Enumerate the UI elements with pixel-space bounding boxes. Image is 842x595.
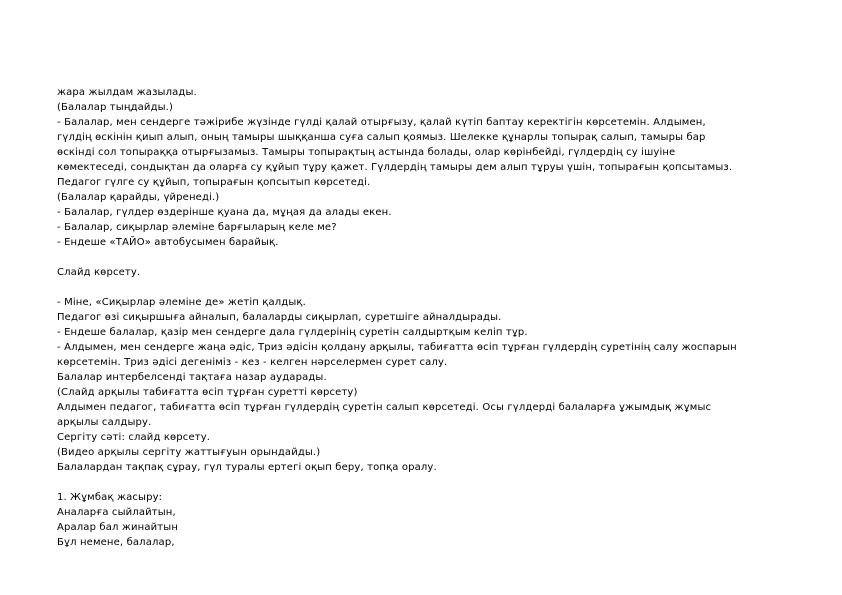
text-line: 1. Жұмбақ жасыру: xyxy=(57,492,163,503)
blank-line xyxy=(57,475,797,490)
text-line: Аралар бал жинайтын xyxy=(57,522,179,533)
text-line: Алдымен педагог, табиғатта өсіп тұрған гүлдердің суретін салып көрсетеді. Осы гүлдерді балаларға ұжымдық жұмыс xyxy=(57,402,712,413)
text-line: өскінді сол топыраққа отырғызамыз. Тамыры топырақтың астында болады, олар көрінбейді, гүлдердің су ішуіне xyxy=(57,147,676,158)
text-line: арқылы салдыру. xyxy=(57,417,152,428)
text-line: Балалар интербелсенді тақтаға назар аударады. xyxy=(57,372,327,383)
text-line: көмектеседі, сондықтан да оларға су құйып тұру қажет. Гүлдердің тамыры дем алып тұруы үшін, топырағын қопсытамыз. xyxy=(57,162,733,173)
text-line: Сергіту сәті: слайд көрсету. xyxy=(57,432,211,443)
text-line: - Ендеше «ТАЙО» автобусымен барайық. xyxy=(57,237,279,248)
document-body xyxy=(57,85,797,550)
text-line: Слайд көрсету. xyxy=(57,267,141,278)
text-line: - Ендеше балалар, қазір мен сендерге дала гүлдерінің суретін салдыртқым келіп тұр. xyxy=(57,327,528,338)
text-line: (Балалар тыңдайды.) xyxy=(57,102,174,113)
blank-line xyxy=(57,280,797,295)
text-line: (Балалар қарайды, үйренеді.) xyxy=(57,192,220,203)
text-line: Педагог өзі сиқыршыға айналып, балаларды сиқырлап, суретшіге айналдырады. xyxy=(57,312,502,323)
text-line: (Слайд арқылы табиғатта өсіп тұрған суретті көрсету) xyxy=(57,387,358,398)
text-line: - Балалар, сиқырлар әлеміне барғыларың келе ме? xyxy=(57,222,337,233)
text-line: Аналарға сыйлайтын, xyxy=(57,507,176,518)
text-line: гүлдің өскінін қиып алып, оның тамыры шыққанша суға салып қоямыз. Шелекке құнарлы топырақ салып, тамыры бар xyxy=(57,132,706,143)
text-line: - Міне, «Сиқырлар әлеміне де» жетіп қалдық. xyxy=(57,297,306,308)
text-line: Балалардан тақпақ сұрау, гүл туралы ертегі оқып беру, топқа оралу. xyxy=(57,462,437,473)
text-line: - Балалар, мен сендерге тәжірибе жүзінде гүлді қалай отырғызу, қалай күтіп баптау керектігін көрсетемін. Алдымен, xyxy=(57,117,706,128)
blank-line xyxy=(57,250,797,265)
text-line: (Видео арқылы сергіту жаттығуын орындайды.) xyxy=(57,447,321,458)
text-line: - Алдымен, мен сендерге жаңа әдіс, Триз әдісін қолдану арқылы, табиғатта өсіп тұрған гүлдердің суретінің салу жоспарын xyxy=(57,342,737,353)
text-line: - Балалар, гүлдер өздерінше қуана да, мұңая да алады екен. xyxy=(57,207,392,218)
text-line: көрсетемін. Триз әдісі дегеніміз - кез - келген нәрселермен сурет салу. xyxy=(57,357,448,368)
text-line: жара жылдам жазылады. xyxy=(57,87,197,98)
text-line: Педагог гүлге су құйып, топырағын қопсытып көрсетеді. xyxy=(57,177,371,188)
text-line: Бұл немене, балалар, xyxy=(57,537,175,548)
